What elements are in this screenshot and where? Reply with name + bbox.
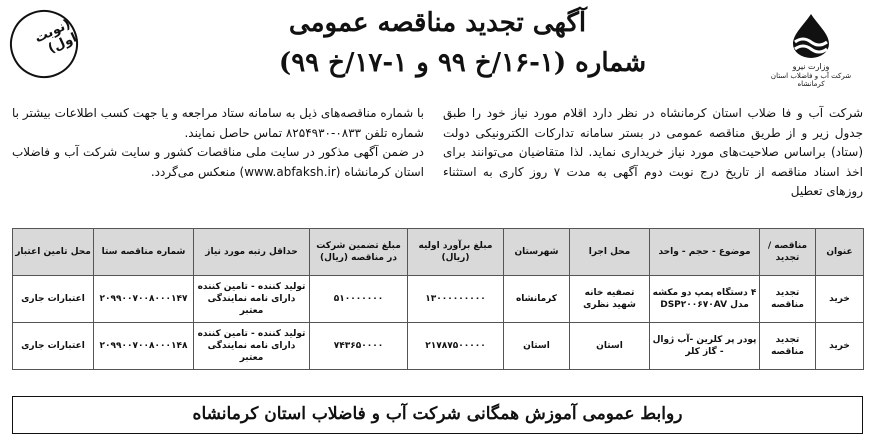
col-funding: محل تامین اعتبار — [13, 229, 94, 276]
round-badge-text: (نوبت اول) — [32, 16, 80, 57]
col-subject: موضوع - حجم - واحد — [650, 229, 760, 276]
website-text: در ضمن آگهی مذکور در سایت ملی مناقصات کشور و سایت شرکت آب و فاضلاب استان کرمانشاه (www.abfaksh.ir) منعکس می‌گردد. — [12, 145, 424, 179]
company-logo — [761, 12, 861, 88]
cell-location: تصفیه خانه شهید نظری — [570, 276, 650, 323]
cell-min-rank: تولید کننده - تامین کننده دارای نامه نمایندگی معتبر — [194, 323, 310, 370]
col-setad-number: شماره مناقصه ستا — [94, 229, 194, 276]
tender-number: شماره (۱-۱۶/خ ۹۹ و ۱-۱۷/خ ۹۹) — [278, 48, 647, 78]
water-drop-wave-icon — [785, 12, 837, 60]
table-row — [13, 323, 864, 370]
cell-guarantee: ۵۱۰۰۰۰۰۰۰ — [310, 276, 408, 323]
cell-min-rank: تولید کننده - تامین کننده دارای نامه نمایندگی معتبر — [194, 276, 310, 323]
round-badge — [0, 0, 89, 89]
cell-location: استان — [570, 323, 650, 370]
col-estimate: مبلغ برآورد اولیه (ریال) — [408, 229, 504, 276]
cell-funding: اعتبارات جاری — [13, 323, 94, 370]
cell-title: خرید — [816, 323, 864, 370]
footer-signature: روابط عمومی آموزش همگانی شرکت آب و فاضلاب استان کرمانشاه — [12, 396, 863, 434]
col-county: شهرستان — [504, 229, 570, 276]
notice-title: آگهی تجدید مناقصه عمومی — [288, 8, 587, 38]
cell-setad-number: ۲۰۹۹۰۰۷۰۰۸۰۰۰۱۴۸ — [94, 323, 194, 370]
tenders-table — [12, 228, 864, 370]
cell-setad-number: ۲۰۹۹۰۰۷۰۰۸۰۰۰۱۴۷ — [94, 276, 194, 323]
col-title: عنوان — [816, 229, 864, 276]
cell-funding: اعتبارات جاری — [13, 276, 94, 323]
cell-tender-type: تجدید مناقصه — [760, 276, 816, 323]
cell-estimate: ۱۳۰۰۰۰۰۰۰۰۰ — [408, 276, 504, 323]
col-guarantee: مبلغ تضمین شرکت در مناقصه (ریال) — [310, 229, 408, 276]
cell-subject: ۴ دستگاه پمپ دو مکشه مدل DSP۲۰۰۶۷۰AV — [650, 276, 760, 323]
contact-text: با شماره مناقصه‌های ذیل به سامانه ستاد مراجعه و یا جهت کسب اطلاعات بیشتر با شماره تلفن ۰۸۳۳-۸۲۵۴۹۳۰ تماس حاصل نمایند. — [12, 106, 424, 140]
contact-paragraph — [12, 104, 424, 182]
logo-company-text: شرکت آب و فاضلاب استان کرمانشاه — [770, 71, 852, 88]
cell-title: خرید — [816, 276, 864, 323]
col-location: محل اجرا — [570, 229, 650, 276]
cell-county: استان — [504, 323, 570, 370]
cell-tender-type: تجدید مناقصه — [760, 323, 816, 370]
table-row — [13, 276, 864, 323]
intro-paragraph: شرکت آب و فا ضلاب استان کرمانشاه در نظر دارد اقلام مورد نیاز خود را طبق جدول زیر و از طریق مناقصه عمومی در بستر سامانه تدارکات الکترونیکی دولت (ستاد) براساس صلاحیت‌های مورد نیاز خریداری نماید. لذا متقاضیان می‌توانند برای اخذ اسناد مناقصه از تاریخ درج نوبت دوم آگهی به مدت ۷ روز کاری به استثناء روزهای تعطیل — [443, 106, 863, 198]
table-header-row — [13, 229, 864, 276]
cell-estimate: ۲۱۷۸۷۵۰۰۰۰۰ — [408, 323, 504, 370]
cell-subject: پودر پر کلرین -آب ژوال - گاز کلر — [650, 323, 760, 370]
col-min-rank: حداقل رتبه مورد نیاز — [194, 229, 310, 276]
logo-ministry-text: وزارت نیرو — [792, 62, 830, 71]
col-tender-type: مناقصه / تجدید — [760, 229, 816, 276]
cell-guarantee: ۷۴۳۶۵۰۰۰۰ — [310, 323, 408, 370]
cell-county: کرمانشاه — [504, 276, 570, 323]
